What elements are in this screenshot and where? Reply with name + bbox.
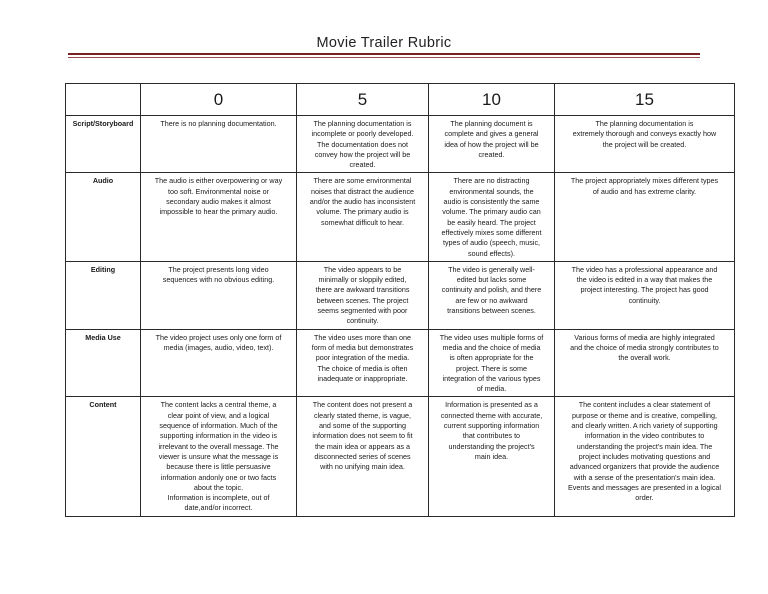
description-line: There is no planning documentation.	[160, 119, 277, 128]
description-line: viewer is unsure what the message is	[158, 451, 279, 461]
score-header-row	[66, 84, 735, 116]
score-header-5: 5	[297, 84, 429, 116]
description-line: supporting information in the video is	[159, 431, 278, 441]
criterion-label: Editing	[66, 261, 141, 329]
description-line: that contributes to	[462, 431, 521, 441]
description-line: created.	[349, 160, 376, 170]
description-line: The video is generally well-	[448, 264, 535, 274]
description-line: extremely thorough and conveys exactly how	[572, 129, 717, 139]
description-line: date,and/or incorrect.	[184, 503, 253, 513]
description-line: too soft. Environmental noise or	[167, 186, 270, 196]
description-line: sound effects).	[467, 248, 515, 258]
description-line: advanced organizers that provide the audience	[569, 462, 720, 472]
description-line: continuity and polish, and there	[441, 285, 542, 295]
description-line: The choice of media is often	[317, 363, 408, 373]
description-line: The content lacks a central theme, a	[160, 400, 277, 410]
description-line: sequences with no obvious editing.	[162, 275, 275, 285]
description-line: project interesting. The project has good	[580, 285, 709, 295]
criterion-label: Media Use	[66, 329, 141, 397]
description-line: are few or no awkward	[455, 295, 528, 305]
criterion-label: Content	[66, 397, 141, 516]
score-header-10: 10	[429, 84, 555, 116]
description-line: the video is edited in a way that makes the	[576, 275, 713, 285]
description-line: clearly stated theme, is vague,	[313, 410, 412, 420]
description-line: form of media but demonstrates	[311, 342, 414, 352]
rubric-row-media-use	[66, 329, 735, 397]
description-line: volume. The primary audio is	[316, 207, 409, 217]
description-line: understanding the project's	[448, 441, 535, 451]
description-line: media (images, audio, video, text).	[163, 342, 274, 352]
header-corner-cell	[66, 84, 141, 116]
score-0-description	[141, 261, 297, 329]
description-line: inadequate or inappropriate.	[317, 373, 408, 383]
description-line: the project will be created.	[602, 139, 687, 149]
description-line: The planning documentation is	[313, 119, 412, 128]
description-line: media and the choice of media	[442, 342, 541, 352]
description-line: disconnected series of scenes	[314, 451, 411, 461]
score-15-description	[555, 397, 735, 516]
score-5-description	[297, 261, 429, 329]
description-line: minimally or sloppily edited,	[318, 275, 407, 285]
description-line: purpose or theme and is creative, compelling,	[571, 410, 718, 420]
description-line: current supporting information	[443, 421, 540, 431]
description-line: be easily heard. The project	[447, 217, 536, 227]
criterion-label: Audio	[66, 173, 141, 261]
description-line: the main idea or appears as a	[314, 441, 411, 451]
description-line: convey how the project will be	[314, 149, 411, 159]
description-line: The project appropriately mixes different types	[570, 176, 719, 186]
description-line: information does not seem to fit	[312, 431, 413, 441]
description-line: understanding the project's main idea. The	[576, 441, 713, 451]
description-line: integration of the various types	[442, 373, 541, 383]
description-line: with no unifying main idea.	[320, 462, 405, 472]
score-0-description	[141, 329, 297, 397]
description-line: audio is consistently the same	[443, 197, 540, 207]
description-line: edited but lacks some	[456, 275, 527, 285]
rubric-table	[65, 83, 735, 517]
score-5-description	[297, 116, 429, 173]
description-line: Information is presented as a	[445, 400, 538, 410]
description-line: There are no distracting	[453, 176, 530, 186]
description-line: order.	[635, 493, 654, 503]
description-line: connected theme with accurate,	[440, 410, 543, 420]
description-line: poor integration of the media.	[315, 353, 410, 363]
description-line: project includes motivating questions and	[578, 451, 711, 461]
description-line: secondary audio makes it almost	[166, 197, 271, 207]
description-line: The video has a professional appearance and	[571, 264, 718, 274]
description-line: with a sense of the presentation's main idea.	[573, 472, 716, 482]
description-line: complete and gives a general	[444, 129, 539, 139]
description-line: between scenes. The project	[316, 295, 409, 305]
description-line: The video uses more than one	[313, 332, 412, 342]
score-15-description	[555, 173, 735, 261]
description-line: created.	[478, 149, 505, 159]
description-line: Information is incomplete, out of	[167, 493, 270, 503]
description-line: The audio is either overpowering or way	[154, 176, 283, 186]
rubric-body	[66, 84, 735, 517]
description-line: The content includes a clear statement of	[578, 400, 711, 410]
score-10-description	[429, 329, 555, 397]
score-header-15: 15	[555, 84, 735, 116]
description-line: impossible to hear the primary audio.	[159, 207, 278, 217]
score-10-description	[429, 261, 555, 329]
description-line: and clearly written. A rich variety of supporting	[571, 421, 718, 431]
description-line: main idea.	[474, 451, 509, 461]
score-10-description	[429, 116, 555, 173]
description-line: there are awkward transitions	[315, 285, 410, 295]
description-line: There are some environmental	[313, 176, 412, 186]
description-line: Various forms of media are highly integrated	[574, 332, 715, 342]
description-line: and some of the supporting	[318, 421, 407, 431]
rubric-row-content	[66, 397, 735, 516]
score-header-0: 0	[141, 84, 297, 116]
score-15-description	[555, 116, 735, 173]
description-line: somewhat difficult to hear.	[321, 217, 404, 227]
description-line: because there is little persuasive	[166, 462, 271, 472]
description-line: The project presents long video	[168, 264, 269, 274]
description-line: The content does not present a	[312, 400, 413, 410]
description-line: information andonly one or two facts	[160, 472, 277, 482]
description-line: clear point of view, and a logical	[167, 410, 270, 420]
description-line: The planning documentation is	[595, 119, 694, 128]
description-line: information in the video contributes to	[584, 431, 705, 441]
rubric-row-editing	[66, 261, 735, 329]
description-line: of media.	[476, 384, 507, 394]
rubric-row-audio	[66, 173, 735, 261]
description-line: and the choice of media strongly contributes to	[570, 342, 719, 352]
score-15-description	[555, 329, 735, 397]
description-line: seems segmented with poor	[317, 306, 408, 316]
description-line: The video project uses only one form of	[155, 332, 282, 342]
description-line: The video uses multiple forms of	[439, 332, 544, 342]
description-line: Events and messages are presented in a logical	[567, 482, 722, 492]
title-underline-thick	[68, 53, 700, 55]
description-line: types of audio (speech, music,	[442, 238, 541, 248]
description-line: noises that distract the audience	[310, 186, 415, 196]
description-line: sequence of information. Much of the	[159, 421, 278, 431]
description-line: effectively mixes some different	[441, 227, 542, 237]
description-line: irrelevant to the overall message. The	[158, 441, 279, 451]
description-line: continuity.	[628, 295, 661, 305]
description-line: The documentation does not	[316, 139, 409, 149]
description-line: transitions between scenes.	[447, 306, 536, 316]
description-line: The video appears to be	[323, 264, 402, 274]
rubric-row-script-storyboard	[66, 116, 735, 173]
score-5-description	[297, 397, 429, 516]
description-line: project. There is some	[456, 363, 527, 373]
score-10-description	[429, 173, 555, 261]
score-0-description	[141, 397, 297, 516]
description-line: environmental sounds, the	[449, 186, 534, 196]
score-5-description	[297, 329, 429, 397]
description-line: incomplete or poorly developed.	[311, 129, 414, 139]
score-5-description	[297, 173, 429, 261]
score-0-description	[141, 173, 297, 261]
score-10-description	[429, 397, 555, 516]
description-line: volume. The primary audio can	[442, 207, 541, 217]
description-line: idea of how the project will be	[444, 139, 539, 149]
document-title: Movie Trailer Rubric	[316, 35, 452, 51]
title-underline-thin	[68, 57, 700, 58]
description-line: the overall work.	[618, 353, 671, 363]
description-line: continuity.	[346, 316, 379, 326]
description-line: The planning document is	[450, 119, 533, 128]
description-line: and/or the audio has inconsistent	[309, 197, 416, 207]
description-line: of audio and has extreme clarity.	[592, 186, 697, 196]
score-0-description	[141, 116, 297, 173]
criterion-label: Script/Storyboard	[66, 116, 141, 173]
score-15-description	[555, 261, 735, 329]
description-line: about the topic.	[193, 482, 244, 492]
description-line: is often appropriate for the	[449, 353, 534, 363]
